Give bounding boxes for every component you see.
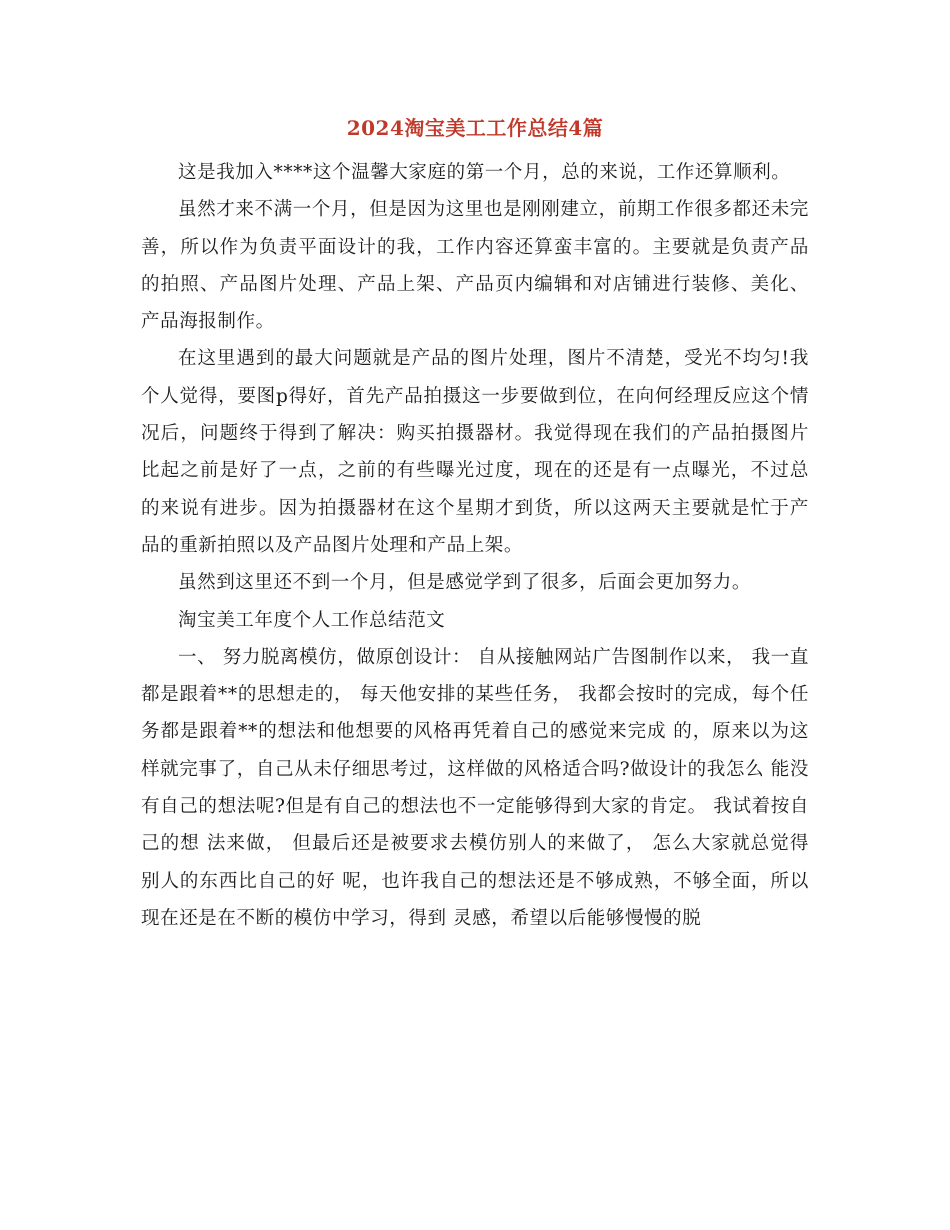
paragraph-problems: 在这里遇到的最大问题就是产品的图片处理，图片不清楚，受光不均匀!我个人觉得，要图p得好，首先产品拍摄这一步要做到位，在向何经理反应这个情况后，问题终于得到了解决：购买拍摄器材。我觉得现在我们的产品拍摄图片比起之前是好了一点，之前的有些曝光过度，现在的还是有一点曝光，不过总的来说有进步。因为拍摄器材在这个星期才到货，所以这两天主要就是忙于产品的重新拍照以及产品图片处理和产品上架。 bbox=[141, 348, 809, 556]
paragraph-section-one: 一、 努力脱离模仿，做原创设计： 自从接触网站广告图制作以来， 我一直都是跟着**的思想走的， 每天他安排的某些任务， 我都会按时的完成，每个任务都是跟着**的想法和他想要的风格再凭着自己的感觉来完成 的，原来以为这样就完事了，自己从未仔细思考过，这样做的风格适合吗?做设计的我怎么 能没有自己的想法呢?但是有自己的想法也不一定能够得到大家的肯定。 我试着按自己的想 法来做， 但最后还是被要求去模仿别人的来做了， 怎么大家就总觉得别人的东西比自己的好 呢，也许我自己的想法还是不够成熟，不够全面，所以现在还是在不断的模仿中学习，得到 灵感，希望以后能够慢慢的脱 bbox=[141, 646, 809, 929]
paragraph-intro: 这是我加入****这个温馨大家庭的第一个月，总的来说，工作还算顺利。 bbox=[178, 162, 791, 183]
document-body bbox=[141, 154, 809, 937]
paragraph-work-content: 虽然才来不满一个月，但是因为这里也是刚刚建立，前期工作很多都还未完善，所以作为负责平面设计的我，工作内容还算蛮丰富的。主要就是负责产品的拍照、产品图片处理、产品上架、产品页内编辑和对店铺进行装修、美化、产品海报制作。 bbox=[141, 199, 809, 333]
document-title: 2024淘宝美工工作总结4篇 bbox=[346, 116, 604, 140]
paragraph-conclusion: 虽然到这里还不到一个月，但是感觉学到了很多，后面会更加努力。 bbox=[178, 572, 752, 594]
section-heading: 淘宝美工年度个人工作总结范文 bbox=[178, 609, 446, 631]
